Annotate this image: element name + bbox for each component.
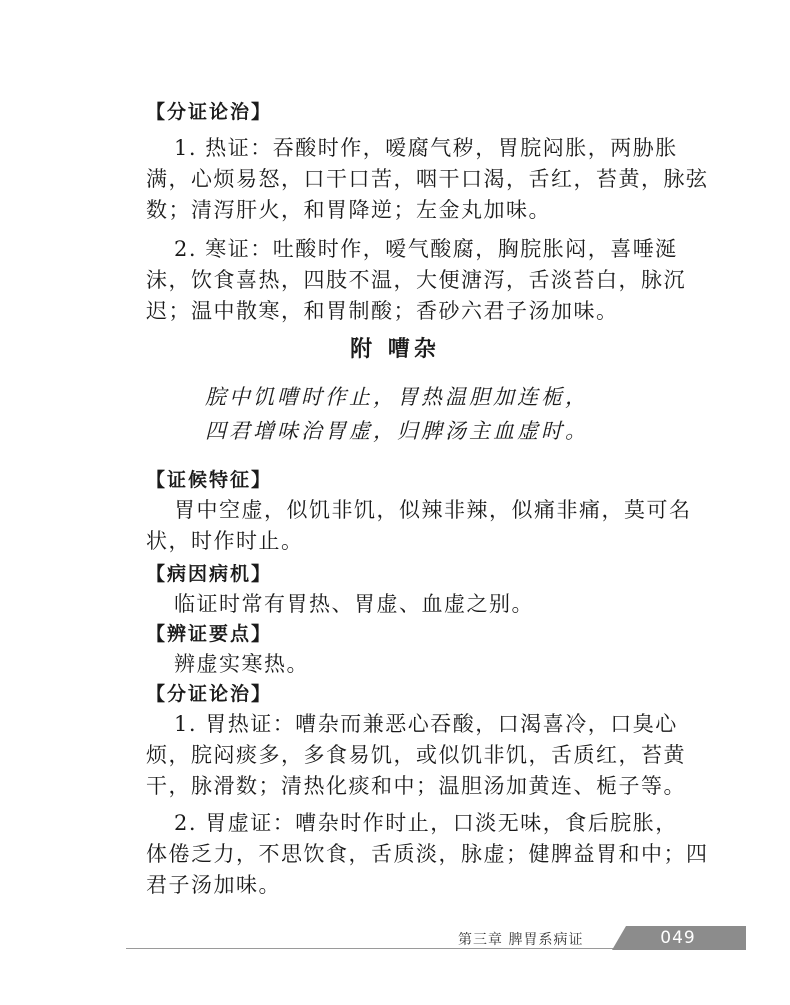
paragraph-line: 满，心烦易怒，口干口苦，咽干口渴，舌红，苔黄，脉弦 [146,167,709,191]
paragraph-line: 1. 热证：吞酸时作，嗳腐气秽，胃脘闷胀，两胁胀 [174,136,678,160]
section-heading: 【辨证要点】 [146,623,273,645]
paragraph-line: 沫，饮食喜热，四肢不温，大便溏泻，舌淡苔白，脉沉 [146,268,686,292]
section-heading: 【分证论治】 [146,683,273,705]
section-heading: 【证候特征】 [146,469,273,491]
paragraph-line: 烦，脘闷痰多，多食易饥，或似饥非饥，舌质红，苔黄 [146,743,686,767]
section-etiology [146,560,666,620]
verse-line: 四君增味治胃虚，归脾汤主血虚时。 [205,419,589,443]
paragraph-line: 临证时常有胃热、胃虚、血虚之别。 [174,592,534,616]
appendix-title: 附 嘈杂 [350,337,440,362]
section-treatment-noisy [146,680,709,901]
paragraph-line: 君子汤加味。 [146,873,281,897]
section-keypoints [146,620,666,680]
paragraph-line: 2. 胃虚证：嘈杂时作时止，口淡无味，食后脘胀， [174,811,678,835]
paragraph-line: 干，脉滑数；清热化痰和中；温胆汤加黄连、栀子等。 [146,774,686,798]
verse-line: 脘中饥嘈时作止，胃热温胆加连栀， [205,385,589,409]
section-heading: 【分证论治】 [146,101,273,123]
page-number: 049 [660,928,696,948]
footer-chapter: 第三章 脾胃系病证 [458,932,584,948]
section-heading: 【病因病机】 [146,563,273,585]
paragraph-line: 胃中空虚，似饥非饥，似辣非辣，似痛非痛，莫可名 [174,498,692,522]
section-symptoms [146,466,692,557]
paragraph-line: 辨虚实寒热。 [174,652,309,676]
paragraph-line: 体倦乏力，不思饮食，舌质淡，脉虚；健脾益胃和中；四 [146,842,709,866]
paragraph-line: 状，时作时止。 [146,529,304,553]
paragraph-line: 2. 寒证：吐酸时作，嗳气酸腐，胸脘胀闷，喜唾涎 [174,237,678,261]
section-treatment-acid [146,98,709,327]
paragraph-line: 迟；温中散寒，和胃制酸；香砂六君子汤加味。 [146,299,619,323]
paragraph-line: 1. 胃热证：嘈杂而兼恶心吞酸，口渴喜冷，口臭心 [174,712,678,736]
paragraph-line: 数；清泻肝火，和胃降逆；左金丸加味。 [146,198,551,222]
